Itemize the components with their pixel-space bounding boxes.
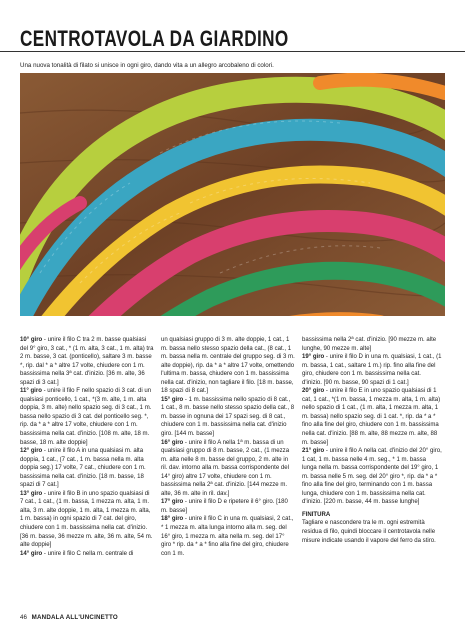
round-label: 14° giro: [20, 550, 43, 557]
round-label: 16° giro: [161, 439, 184, 446]
round-text: - unire il filo D in una m. qualsiasi, 1 cat., (1 m. bassa, 1 cat., saltare 1 m.) rip. fino alla fine del giro, chiudere con 1 m. bassissima nella cat. d'inizio. [90 m. basse, 90 spazi di 1 cat.]: [302, 354, 442, 386]
round-label: 19° giro: [302, 354, 325, 361]
round-label: 21° giro: [302, 448, 325, 455]
round-label: 15° giro: [161, 396, 184, 403]
round-text: bassissima nella 2ª cat. d'inizio. [90 mezze m. alte lunghe, 90 mezze m. alte]: [302, 337, 437, 352]
instructions-column-1: [20, 336, 154, 558]
round-18-cont: [302, 336, 442, 353]
round-14: [20, 550, 154, 559]
round-text: - unire il filo D e ripetere il 6° giro. [180 m. basse]: [161, 499, 288, 514]
round-10: [20, 336, 154, 387]
round-text: - unire il filo B in uno spazio qualsiasi di 7 cat., 1 cat., (1 m. bassa, 1 mezza m. alta, 1 m. alta, 3 m. alte doppie, 1 m. alta, 1 mezza m. alta, 1 m. bassa) in ogni spazio di 7 cat. del giro, chiudere con 1 m. bassissima nella cat. d'inizio. [36 m. basse, 36 mezze m. alte, 36 m. alte, 54 m. alte doppie]: [20, 490, 153, 549]
title-divider: [0, 51, 465, 52]
round-14-cont: [161, 336, 295, 396]
round-label: 12° giro: [20, 448, 43, 455]
round-text: - unire il filo A nella 1ª m. bassa di un qualsiasi gruppo di 8 m. basse, 2 cat., (1 mezza m. alta nelle 8 m. basse del gruppo, 2 m. alte in ril. dav. intorno alla m. bassa corrispondente del 14° giro) altre 17 volte, chiudere con 1 m. bassissima nella 2ª cat. d'inizio. [144 mezze m. alte, 36 m. alte in ril. dav.]: [161, 439, 290, 497]
round-15: [161, 396, 295, 439]
round-11: [20, 387, 154, 447]
page-title: CENTROTAVOLA DA GIARDINO: [20, 26, 289, 51]
finitura-heading: FINITURA: [302, 511, 331, 518]
round-text: - unire il filo C in una m. qualsiasi, 2 cat., * 1 mezza m. alta lunga intorno alla m. seg. del 16° giro, 1 mezza m. alta nella m. seg. del 17° giro * rip. da * a * fino alla fine del giro, chiudere con 1 m.: [161, 516, 294, 557]
instructions-column-3: [302, 336, 442, 545]
round-text: - unire il filo F nello spazio di 3 cat. di un qualsiasi ponticello, 1 cat., *(3 m. alte, 1 m. alta doppia, 3 m. alte) nello spazio seg. di 3 cat., 1 m. bassa nello spazio di 3 cat. del ponticello seg. *, rip. da * a * altre 17 volte, chiudere con 1 m. bassissima nella cat. d'inizio. [108 m. alte, 18 m. basse, 18 m. alte doppie]: [20, 388, 152, 446]
finitura-text: Tagliare e nascondere tra le m. ogni estremità residua di filo, quindi bloccare il centrotavola nelle misure indicate usando il vapore del ferro da stiro.: [302, 520, 436, 544]
round-21: [302, 447, 442, 507]
round-12: [20, 447, 154, 490]
round-text: - unire il filo A nella cat. d'inizio del 20° giro, 1 cat, 1 m. bassa nelle 4 m. seg., * 1 m. bassa lunga nella m. bassa corrispondente del 19° giro, 1 m. bassa nelle 5 m. seg. del 20° giro *, rip. da * a * fino alla fine del giro, terminando con 1 m. bassa lunga, chiudere con 1 m. bassissima nella cat. d'inizio. [220 m. basse, 44 m. basse lunghe]: [302, 448, 442, 506]
round-label: 18° giro: [161, 516, 184, 523]
round-text: - unire il filo E in uno spazio qualsiasi di 1 cat, 1 cat., *(1 m. bassa, 1 mezza m. alta, 1 m. alta) nello spazio di 1 cat., (1 m. alta, 1 mezza m. alta, 1 m. bassa) nello spazio seg. di 1 cat. *, rip. da * a * fino alla fine del giro, chiudere con 1 m. bassissima nella cat. d'inizio. [88 m. alte, 88 mezze m. alte, 88 m. basse]: [302, 388, 441, 446]
page-footer: [20, 614, 118, 621]
round-label: 11° giro: [20, 388, 42, 395]
round-label: 13° giro: [20, 490, 43, 497]
round-label: 20° giro: [302, 388, 325, 395]
round-text: un qualsiasi gruppo di 3 m. alte doppie, 1 cat., 1 m. bassa nello stesso spazio della cat., (8 cat., 1 m. bassa nella m. centrale del gruppo seg. di 3 m. alte doppie), rip. da * a * altre 17 volte, omettendo l'ultima m. bassa, chiudere con 1 m. bassissima nella cat. d'inizio, non tagliare il filo. [18 m. basse, 18 spazi di 8 cat.]: [161, 337, 295, 395]
round-text: - 1 m. bassissima nello spazio di 8 cat., 1 cat., 8 m. basse nello stesso spazio della cat., 8 m. basse in ognuna dei 17 spazi seg. di 8 cat., chiudere con 1 m. bassissima nella cat. d'inizio giro. [144 m. basse]: [161, 396, 295, 438]
round-label: 10° giro: [20, 337, 43, 343]
round-text: - unire il filo A in una qualsiasi m. alta doppia, 1 cat., (7 cat., 1 m. bassa nella m. alta doppia seg.) 17 volte, 7 cat., chiudere con 1 m. bassissima nella cat. d'inizio. [18 m. basse, 18 spazi di 7 cat.]: [20, 448, 146, 489]
round-label: 17° giro: [161, 499, 184, 506]
page-subtitle: Una nuova tonalità di filato si unisce in ogni giro, dando vita a un allegro arcobaleno di colori.: [20, 62, 274, 69]
magazine-name: MANDALA ALL'UNCINETTO: [31, 614, 118, 621]
instructions-column-2: [161, 336, 295, 558]
round-text: - unire il filo C nella m. centrale di: [42, 550, 134, 557]
round-16: [161, 439, 295, 499]
round-19: [302, 353, 442, 387]
round-20: [302, 387, 442, 447]
round-text: - unire il filo C tra 2 m. basse qualsiasi del 9° giro, 3 cat., * (1 m. alta, 3 cat., 1 m. alta) tra 2 m. basse, 3 cat. (ponticello), saltare 3 m. basse *, rip. dal * a * altre 17 volte, chiudere con 1 m. bassissima nella 3ª cat. d'inizio. [36 m. alte, 36 spazi di 3 cat.]: [20, 337, 154, 386]
round-13: [20, 490, 154, 550]
round-17: [161, 498, 295, 515]
page-number: 46: [20, 614, 27, 621]
crochet-photo: [20, 73, 445, 316]
round-18: [161, 515, 295, 558]
